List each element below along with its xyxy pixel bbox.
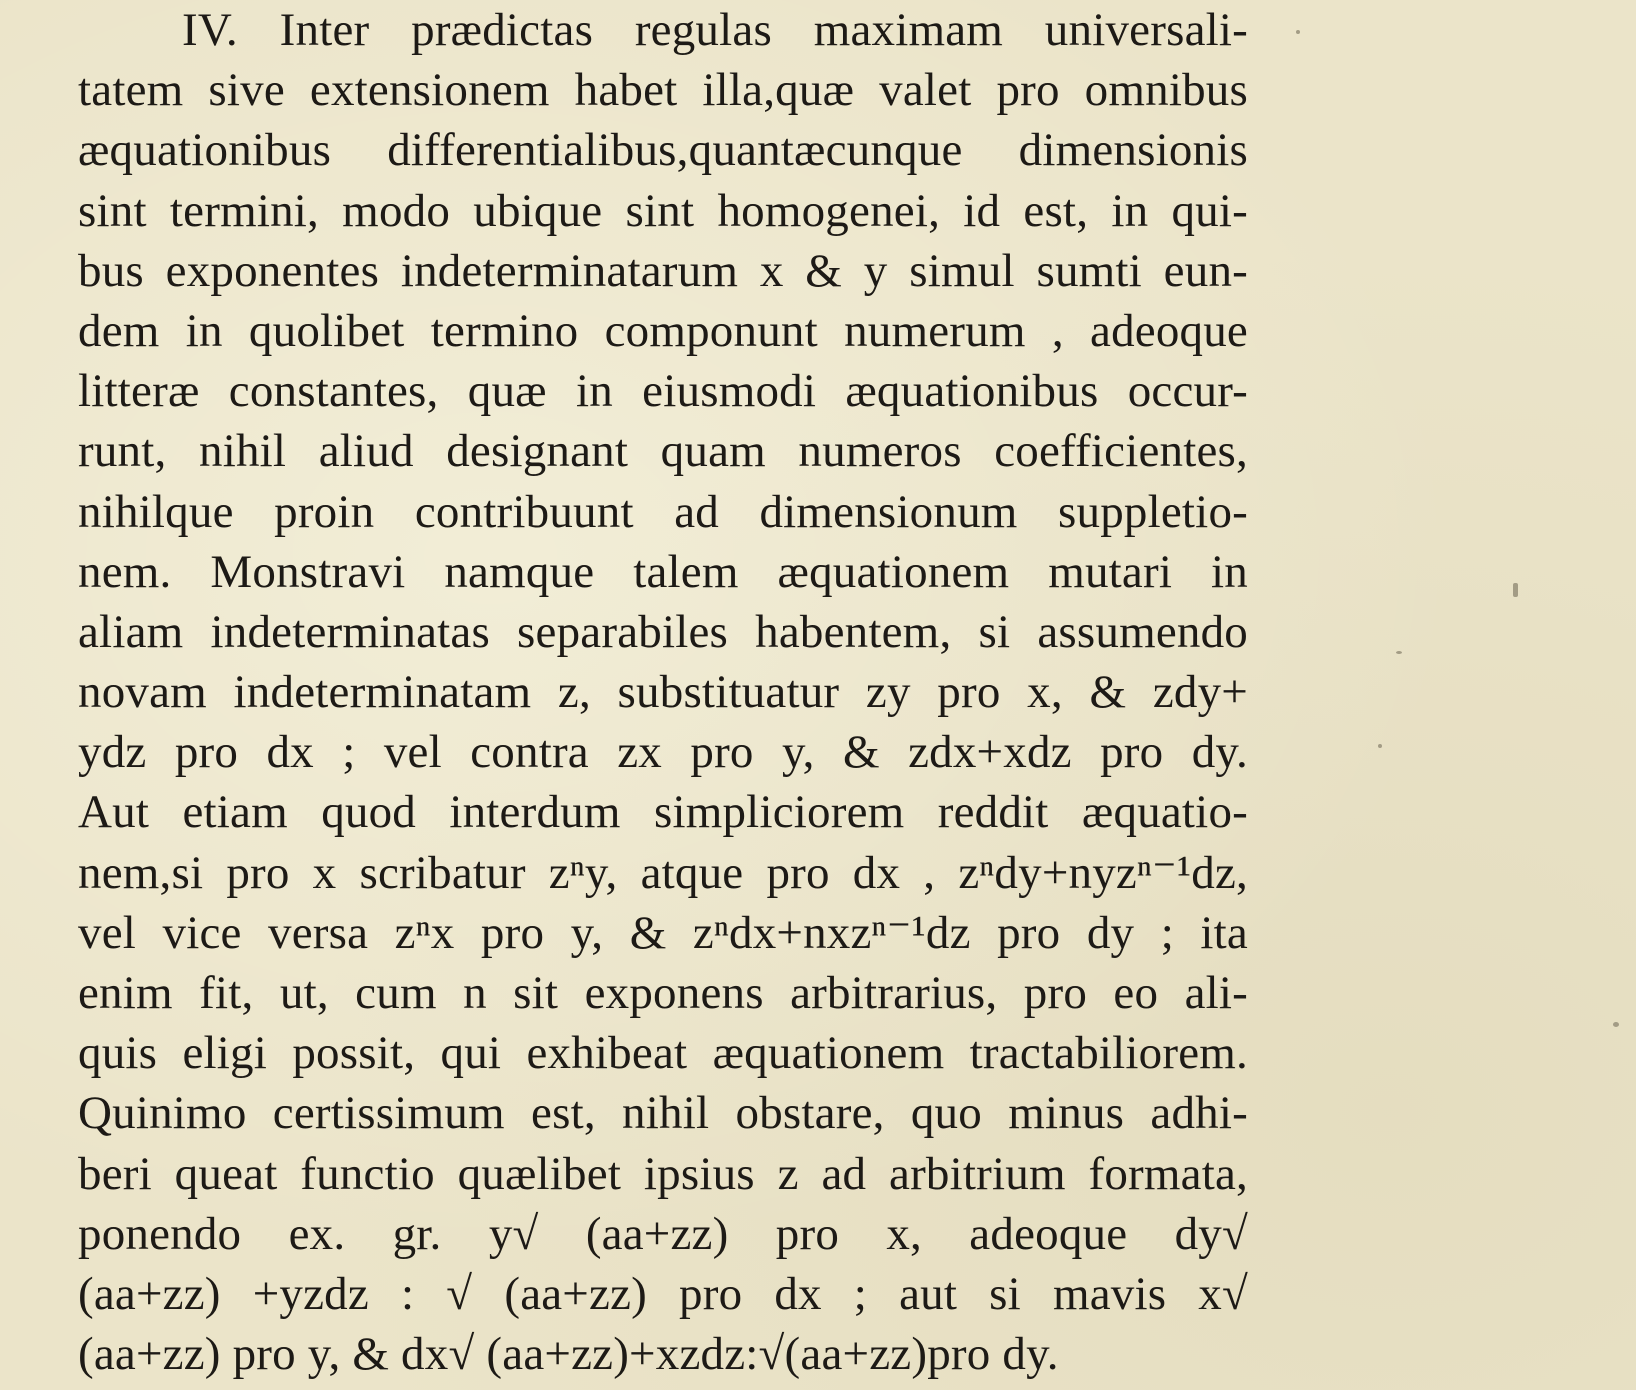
text-line-22: (aa+zz) +yzdz : √ (aa+zz) pro dx ; aut si mavis x√ <box>78 1267 1248 1320</box>
text-line-2: tatem sive extensionem habet illa,quæ valet pro omnibus <box>78 64 1248 117</box>
text-line-11: aliam indeterminatas separabiles habentem, si assumendo <box>78 605 1248 658</box>
paper-speck <box>1513 583 1518 597</box>
paper-speck <box>1296 30 1300 34</box>
paper-speck <box>1396 651 1402 654</box>
text-line-19: Quinimo certissimum est, nihil obstare, quo minus adhi- <box>78 1087 1248 1140</box>
text-line-14: Aut etiam quod interdum simpliciorem reddit æquatio- <box>78 786 1248 839</box>
text-line-15: nem,si pro x scribatur zⁿy, atque pro dx , zⁿdy+nyzⁿ⁻¹dz, <box>78 846 1248 899</box>
text-line-3: æquationibus differentialibus,quantæcunque dimensionis <box>78 124 1248 177</box>
text-line-4: sint termini, modo ubique sint homogenei, id est, in qui- <box>78 184 1248 237</box>
text-line-8: runt, nihil aliud designant quam numeros coefficientes, <box>78 425 1248 478</box>
text-line-21: ponendo ex. gr. y√ (aa+zz) pro x, adeoque dy√ <box>78 1207 1248 1260</box>
text-line-5: bus exponentes indeterminatarum x & y simul sumti eun- <box>78 244 1248 297</box>
text-line-18: quis eligi possit, qui exhibeat æquationem tractabiliorem. <box>78 1027 1248 1080</box>
paper-speck <box>1613 1022 1619 1027</box>
text-line-12: novam indeterminatam z, substituatur zy pro x, & zdy+ <box>78 666 1248 719</box>
text-line-1: IV. Inter prædictas regulas maximam universali- <box>182 4 1248 56</box>
text-line-10: nem. Monstravi namque talem æquationem mutari in <box>78 545 1248 598</box>
paragraph-iv <box>78 0 1248 1384</box>
paper-speck <box>1378 744 1382 748</box>
text-line-23: (aa+zz) pro y, & dx√ (aa+zz)+xzdz:√(aa+zz)pro dy. <box>78 1328 1059 1381</box>
text-line-17: enim fit, ut, cum n sit exponens arbitrarius, pro eo ali- <box>78 967 1248 1019</box>
text-line-7: litteræ constantes, quæ in eiusmodi æquationibus occur- <box>78 365 1248 418</box>
text-line-13: ydz pro dx ; vel contra zx pro y, & zdx+xdz pro dy. <box>78 726 1248 779</box>
text-line-6: dem in quolibet termino componunt numerum , adeoque <box>78 304 1248 357</box>
text-line-9: nihilque proin contribuunt ad dimensionum suppletio- <box>78 485 1248 538</box>
text-line-16: vel vice versa zⁿx pro y, & zⁿdx+nxzⁿ⁻¹dz pro dy ; ita <box>78 906 1248 959</box>
text-line-20: beri queat functio quælibet ipsius z ad arbitrium formata, <box>78 1147 1248 1200</box>
